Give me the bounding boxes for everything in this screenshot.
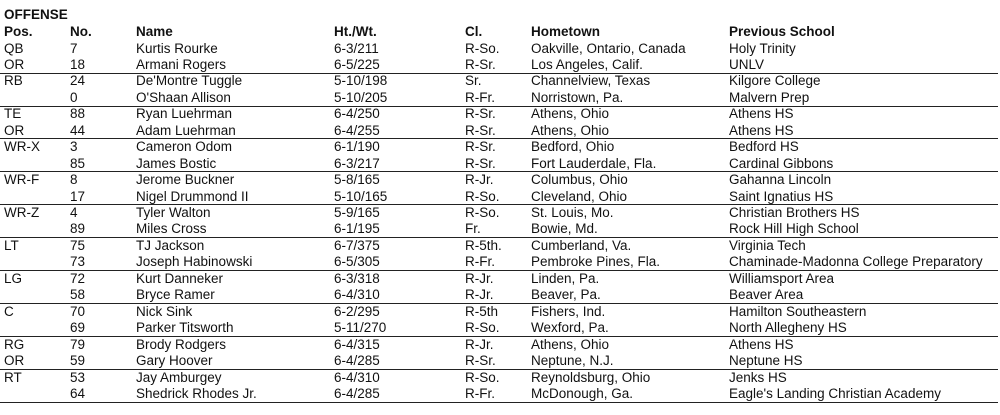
group-divider <box>0 336 998 337</box>
height-weight-cell: 6-3/318 <box>334 270 380 286</box>
class-cell: R-So. <box>465 205 500 220</box>
table-row <box>0 221 1000 237</box>
hometown-cell: Bowie, Md. <box>531 221 598 237</box>
class-cell: R-Sr. <box>465 139 496 155</box>
class-cell: R-Fr. <box>465 385 495 401</box>
hometown-cell: Neptune, N.J. <box>531 353 614 369</box>
position-cell: LT <box>4 237 19 253</box>
jersey-number-cell: 64 <box>70 385 86 401</box>
hometown-cell: Oakville, Ontario, Canada <box>531 40 686 56</box>
hometown-cell: Fishers, Ind. <box>531 303 606 319</box>
jersey-number-cell: 88 <box>70 106 86 122</box>
player-name-cell: Tyler Walton <box>136 205 211 220</box>
table-row <box>0 254 1000 270</box>
group-divider <box>0 369 998 370</box>
position-cell: WR-F <box>4 172 40 188</box>
column-header-row <box>0 24 1000 40</box>
jersey-number-cell: 75 <box>70 237 86 253</box>
jersey-number-cell: 8 <box>70 172 78 188</box>
previous-school-cell: UNLV <box>729 56 765 72</box>
hometown-cell: Reynoldsburg, Ohio <box>531 369 651 385</box>
previous-school-cell: Athens HS <box>729 336 794 352</box>
jersey-number-cell: 73 <box>70 254 86 270</box>
player-name-cell: Nigel Drummond II <box>136 188 249 204</box>
class-cell: R-Fr. <box>465 89 495 105</box>
table-row <box>0 271 1000 287</box>
hometown-cell: McDonough, Ga. <box>531 385 634 401</box>
table-row <box>0 90 1000 106</box>
player-name-cell: Brody Rodgers <box>136 336 227 352</box>
position-cell: OR <box>4 56 25 72</box>
table-row <box>0 156 1000 172</box>
height-weight-cell: 5-10/205 <box>334 89 388 105</box>
hometown-cell: Athens, Ohio <box>531 106 610 122</box>
jersey-number-cell: 53 <box>70 369 86 385</box>
hometown-cell: Athens, Ohio <box>531 336 610 352</box>
group-divider <box>0 73 998 74</box>
header-number: No. <box>70 24 92 39</box>
player-name-cell: Miles Cross <box>136 221 207 237</box>
height-weight-cell: 6-5/305 <box>334 254 380 270</box>
player-name-cell: Armani Rogers <box>136 56 227 72</box>
position-cell: C <box>4 303 14 319</box>
previous-school-cell: Kilgore College <box>729 73 821 89</box>
player-name-cell: Jerome Buckner <box>136 172 235 188</box>
class-cell: R-5th. <box>465 237 502 253</box>
section-title: OFFENSE <box>4 7 68 22</box>
player-name-cell: Parker Titsworth <box>136 320 234 336</box>
jersey-number-cell: 69 <box>70 320 86 336</box>
hometown-cell: Cleveland, Ohio <box>531 188 628 204</box>
hometown-cell: Fort Lauderdale, Fla. <box>531 155 657 171</box>
header-pos: Pos. <box>4 24 33 39</box>
player-name-cell: Bryce Ramer <box>136 287 215 303</box>
previous-school-cell: Holy Trinity <box>729 40 796 56</box>
table-row <box>0 238 1000 254</box>
height-weight-cell: 6-4/285 <box>334 353 380 369</box>
jersey-number-cell: 59 <box>70 353 86 369</box>
class-cell: R-Jr. <box>465 172 494 188</box>
class-cell: R-So. <box>465 320 500 336</box>
player-name-cell: Jay Amburgey <box>136 369 222 385</box>
previous-school-cell: Christian Brothers HS <box>729 205 860 220</box>
class-cell: R-Sr. <box>465 106 496 122</box>
hometown-cell: Beaver, Pa. <box>531 287 601 303</box>
group-divider <box>0 303 998 304</box>
hometown-cell: Columbus, Ohio <box>531 172 628 188</box>
position-cell: RB <box>4 73 23 89</box>
header-class: Cl. <box>465 24 483 39</box>
position-cell: OR <box>4 122 25 138</box>
table-row <box>0 205 1000 221</box>
height-weight-cell: 5-9/165 <box>334 205 380 220</box>
table-row <box>0 41 1000 57</box>
position-cell: OR <box>4 353 25 369</box>
height-weight-cell: 6-1/190 <box>334 139 380 155</box>
table-row <box>0 386 1000 402</box>
position-cell: QB <box>4 40 24 56</box>
previous-school-cell: Eagle's Landing Christian Academy <box>729 385 941 401</box>
height-weight-cell: 6-5/225 <box>334 56 380 72</box>
table-row <box>0 337 1000 353</box>
group-divider <box>0 171 998 172</box>
class-cell: R-Sr. <box>465 122 496 138</box>
height-weight-cell: 6-2/295 <box>334 303 380 319</box>
table-row <box>0 123 1000 139</box>
previous-school-cell: Beaver Area <box>729 287 804 303</box>
group-divider <box>0 204 998 205</box>
position-cell: WR-Z <box>4 205 40 220</box>
table-row <box>0 304 1000 320</box>
height-weight-cell: 6-7/375 <box>334 237 380 253</box>
header-previous-school: Previous School <box>729 24 835 39</box>
height-weight-cell: 6-3/217 <box>334 155 380 171</box>
hometown-cell: Norristown, Pa. <box>531 89 624 105</box>
player-name-cell: Nick Sink <box>136 303 193 319</box>
previous-school-cell: Bedford HS <box>729 139 799 155</box>
class-cell: R-5th <box>465 303 499 319</box>
height-weight-cell: 5-8/165 <box>334 172 380 188</box>
class-cell: R-Sr. <box>465 155 496 171</box>
table-row <box>0 172 1000 188</box>
height-weight-cell: 5-11/270 <box>334 320 387 336</box>
previous-school-cell: Gahanna Lincoln <box>729 172 832 188</box>
height-weight-cell: 5-10/165 <box>334 188 388 204</box>
height-weight-cell: 6-4/285 <box>334 385 380 401</box>
height-weight-cell: 6-4/255 <box>334 122 380 138</box>
jersey-number-cell: 7 <box>70 40 78 56</box>
player-name-cell: De'Montre Tuggle <box>136 73 243 89</box>
player-name-cell: TJ Jackson <box>136 237 205 253</box>
player-name-cell: Kurt Danneker <box>136 270 224 286</box>
table-row <box>0 106 1000 122</box>
position-cell: TE <box>4 106 22 122</box>
class-cell: Fr. <box>465 221 481 237</box>
class-cell: R-Fr. <box>465 254 495 270</box>
hometown-cell: Los Angeles, Calif. <box>531 56 643 72</box>
position-cell: RT <box>4 369 22 385</box>
player-name-cell: Gary Hoover <box>136 353 213 369</box>
previous-school-cell: Saint Ignatius HS <box>729 188 834 204</box>
previous-school-cell: Cardinal Gibbons <box>729 155 834 171</box>
player-name-cell: Ryan Luehrman <box>136 106 233 122</box>
height-weight-cell: 6-4/310 <box>334 287 380 303</box>
table-row <box>0 287 1000 303</box>
jersey-number-cell: 44 <box>70 122 86 138</box>
hometown-cell: Athens, Ohio <box>531 122 610 138</box>
group-divider <box>0 237 998 238</box>
previous-school-cell: Athens HS <box>729 122 794 138</box>
previous-school-cell: Chaminade-Madonna College Preparatory <box>729 254 983 270</box>
player-name-cell: Adam Luehrman <box>136 122 236 138</box>
group-divider <box>0 402 998 403</box>
hometown-cell: St. Louis, Mo. <box>531 205 614 220</box>
jersey-number-cell: 4 <box>70 205 78 220</box>
player-name-cell: Kurtis Rourke <box>136 40 218 56</box>
jersey-number-cell: 3 <box>70 139 78 155</box>
group-divider <box>0 106 998 107</box>
previous-school-cell: Hamilton Southeastern <box>729 303 867 319</box>
table-row <box>0 139 1000 155</box>
jersey-number-cell: 79 <box>70 336 86 352</box>
group-divider <box>0 270 998 271</box>
class-cell: R-So. <box>465 40 500 56</box>
hometown-cell: Bedford, Ohio <box>531 139 615 155</box>
previous-school-cell: Rock Hill High School <box>729 221 859 237</box>
group-divider <box>0 138 998 139</box>
previous-school-cell: Williamsport Area <box>729 270 835 286</box>
player-name-cell: James Bostic <box>136 155 217 171</box>
table-row <box>0 57 1000 73</box>
hometown-cell: Pembroke Pines, Fla. <box>531 254 661 270</box>
class-cell: R-So. <box>465 369 500 385</box>
previous-school-cell: Athens HS <box>729 106 794 122</box>
height-weight-cell: 6-3/211 <box>334 40 379 56</box>
height-weight-cell: 6-4/315 <box>334 336 380 352</box>
hometown-cell: Cumberland, Va. <box>531 237 632 253</box>
table-row <box>0 320 1000 336</box>
class-cell: R-Jr. <box>465 287 494 303</box>
previous-school-cell: North Allegheny HS <box>729 320 847 336</box>
class-cell: R-So. <box>465 188 500 204</box>
player-name-cell: Cameron Odom <box>136 139 233 155</box>
table-row <box>0 370 1000 386</box>
jersey-number-cell: 72 <box>70 270 86 286</box>
player-name-cell: Joseph Habinowski <box>136 254 253 270</box>
jersey-number-cell: 89 <box>70 221 86 237</box>
player-name-cell: Shedrick Rhodes Jr. <box>136 385 257 401</box>
position-cell: RG <box>4 336 25 352</box>
height-weight-cell: 6-4/250 <box>334 106 380 122</box>
table-row <box>0 353 1000 369</box>
header-name: Name <box>136 24 173 39</box>
position-cell: WR-X <box>4 139 40 155</box>
header-hometown: Hometown <box>531 24 600 39</box>
hometown-cell: Channelview, Texas <box>531 73 651 89</box>
header-height-weight: Ht./Wt. <box>334 24 377 39</box>
jersey-number-cell: 17 <box>70 188 86 204</box>
position-cell: LG <box>4 270 23 286</box>
table-row <box>0 189 1000 205</box>
jersey-number-cell: 70 <box>70 303 86 319</box>
jersey-number-cell: 0 <box>70 89 78 105</box>
height-weight-cell: 6-1/195 <box>334 221 380 237</box>
player-name-cell: O'Shaan Allison <box>136 89 231 105</box>
class-cell: R-Jr. <box>465 336 494 352</box>
height-weight-cell: 5-10/198 <box>334 73 388 89</box>
hometown-cell: Linden, Pa. <box>531 270 600 286</box>
height-weight-cell: 6-4/310 <box>334 369 380 385</box>
jersey-number-cell: 24 <box>70 73 86 89</box>
previous-school-cell: Neptune HS <box>729 353 803 369</box>
class-cell: R-Sr. <box>465 353 496 369</box>
previous-school-cell: Virginia Tech <box>729 237 806 253</box>
previous-school-cell: Malvern Prep <box>729 89 810 105</box>
previous-school-cell: Jenks HS <box>729 369 787 385</box>
hometown-cell: Wexford, Pa. <box>531 320 609 336</box>
jersey-number-cell: 58 <box>70 287 86 303</box>
class-cell: R-Jr. <box>465 270 494 286</box>
table-row <box>0 73 1000 89</box>
jersey-number-cell: 18 <box>70 56 86 72</box>
jersey-number-cell: 85 <box>70 155 86 171</box>
class-cell: Sr. <box>465 73 482 89</box>
class-cell: R-Sr. <box>465 56 496 72</box>
